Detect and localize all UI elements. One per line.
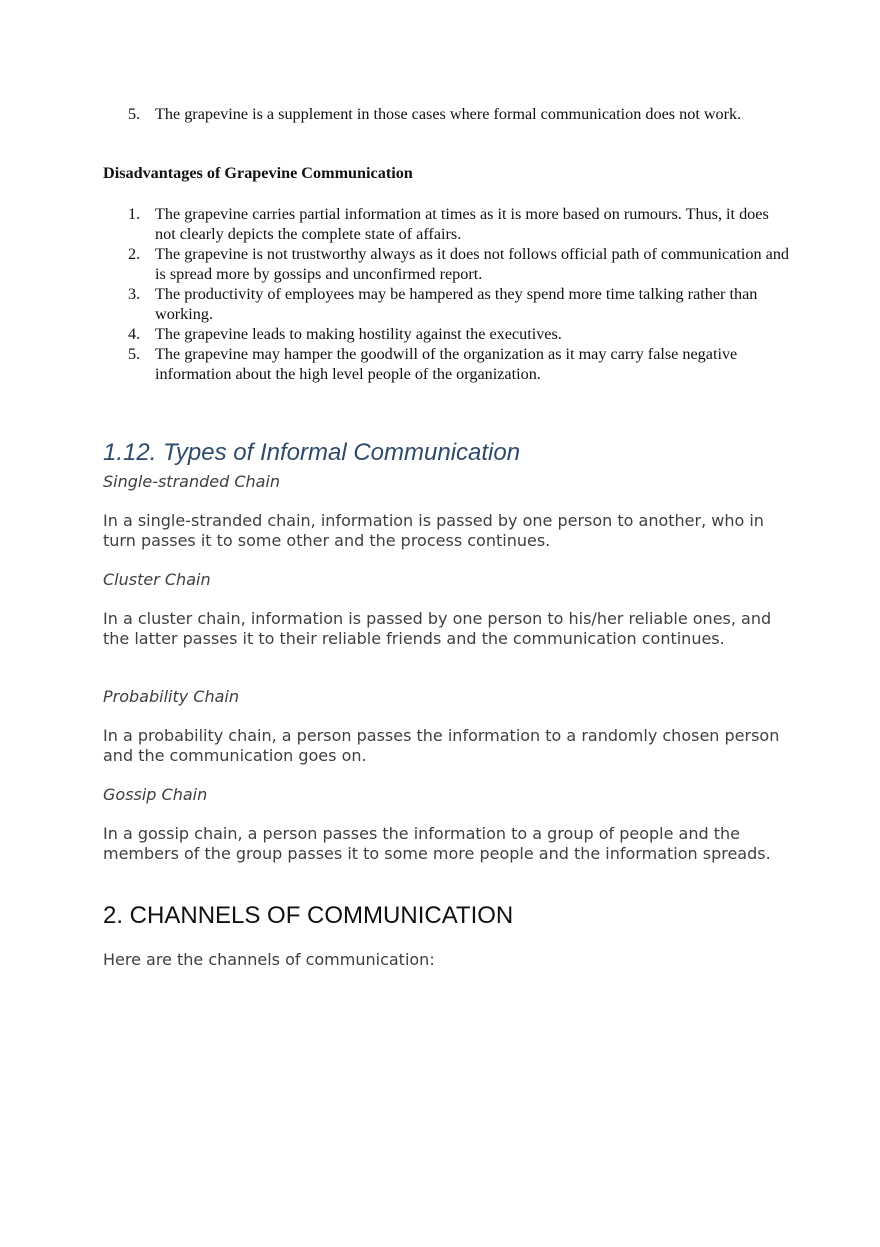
subheading-cluster: Cluster Chain — [103, 570, 211, 589]
list-item — [103, 204, 793, 244]
paragraph-channels-intro: Here are the channels of communication: — [103, 950, 435, 969]
list-item-text: The grapevine leads to making hostility against the executives. — [155, 325, 562, 343]
advantages-list-tail — [103, 104, 793, 124]
list-item — [103, 104, 793, 124]
disadvantages-list — [103, 204, 793, 384]
list-item-number: 3. — [128, 285, 141, 303]
list-item — [103, 324, 793, 344]
list-item-text: The grapevine may hamper the goodwill of the organization as it may carry false negative information about the high level people of the organization. — [155, 345, 738, 383]
paragraph-probability: In a probability chain, a person passes the information to a randomly chosen person and the communication goes on. — [103, 726, 780, 765]
paragraph-single-stranded: In a single-stranded chain, information is passed by one person to another, who in turn passes it to some other and the process continues. — [103, 511, 764, 550]
subheading-gossip: Gossip Chain — [103, 785, 208, 804]
disadvantages-heading: Disadvantages of Grapevine Communication — [103, 164, 413, 182]
list-item-number: 5. — [128, 345, 141, 363]
list-item — [103, 344, 793, 384]
list-item — [103, 244, 793, 284]
paragraph-gossip: In a gossip chain, a person passes the information to a group of people and the members of the group passes it to some more people and the information spreads. — [103, 824, 771, 863]
section-title-types: 1.12. Types of Informal Communication — [103, 439, 521, 466]
list-item-text: The grapevine is not trustworthy always as it does not follows official path of communication and is spread more by gossips and unconfirmed report. — [155, 245, 790, 283]
subheading-probability: Probability Chain — [103, 687, 239, 706]
list-item-text: The grapevine is a supplement in those cases where formal communication does not work. — [155, 105, 742, 123]
list-item-number: 4. — [128, 325, 141, 343]
list-item-number: 5. — [128, 105, 141, 123]
subheading-single-stranded: Single-stranded Chain — [103, 472, 281, 491]
list-item — [103, 284, 793, 324]
list-item-number: 2. — [128, 245, 141, 263]
list-item-text: The productivity of employees may be hampered as they spend more time talking rather than working. — [155, 285, 758, 323]
section-title-channels: 2. CHANNELS OF COMMUNICATION — [103, 902, 514, 929]
list-item-number: 1. — [128, 205, 141, 223]
paragraph-cluster: In a cluster chain, information is passed by one person to his/her reliable ones, and the latter passes it to their reliable friends and the communication continues. — [103, 609, 772, 648]
list-item-text: The grapevine carries partial information at times as it is more based on rumours. Thus, it does not clearly depicts the complete state of affairs. — [155, 205, 769, 243]
